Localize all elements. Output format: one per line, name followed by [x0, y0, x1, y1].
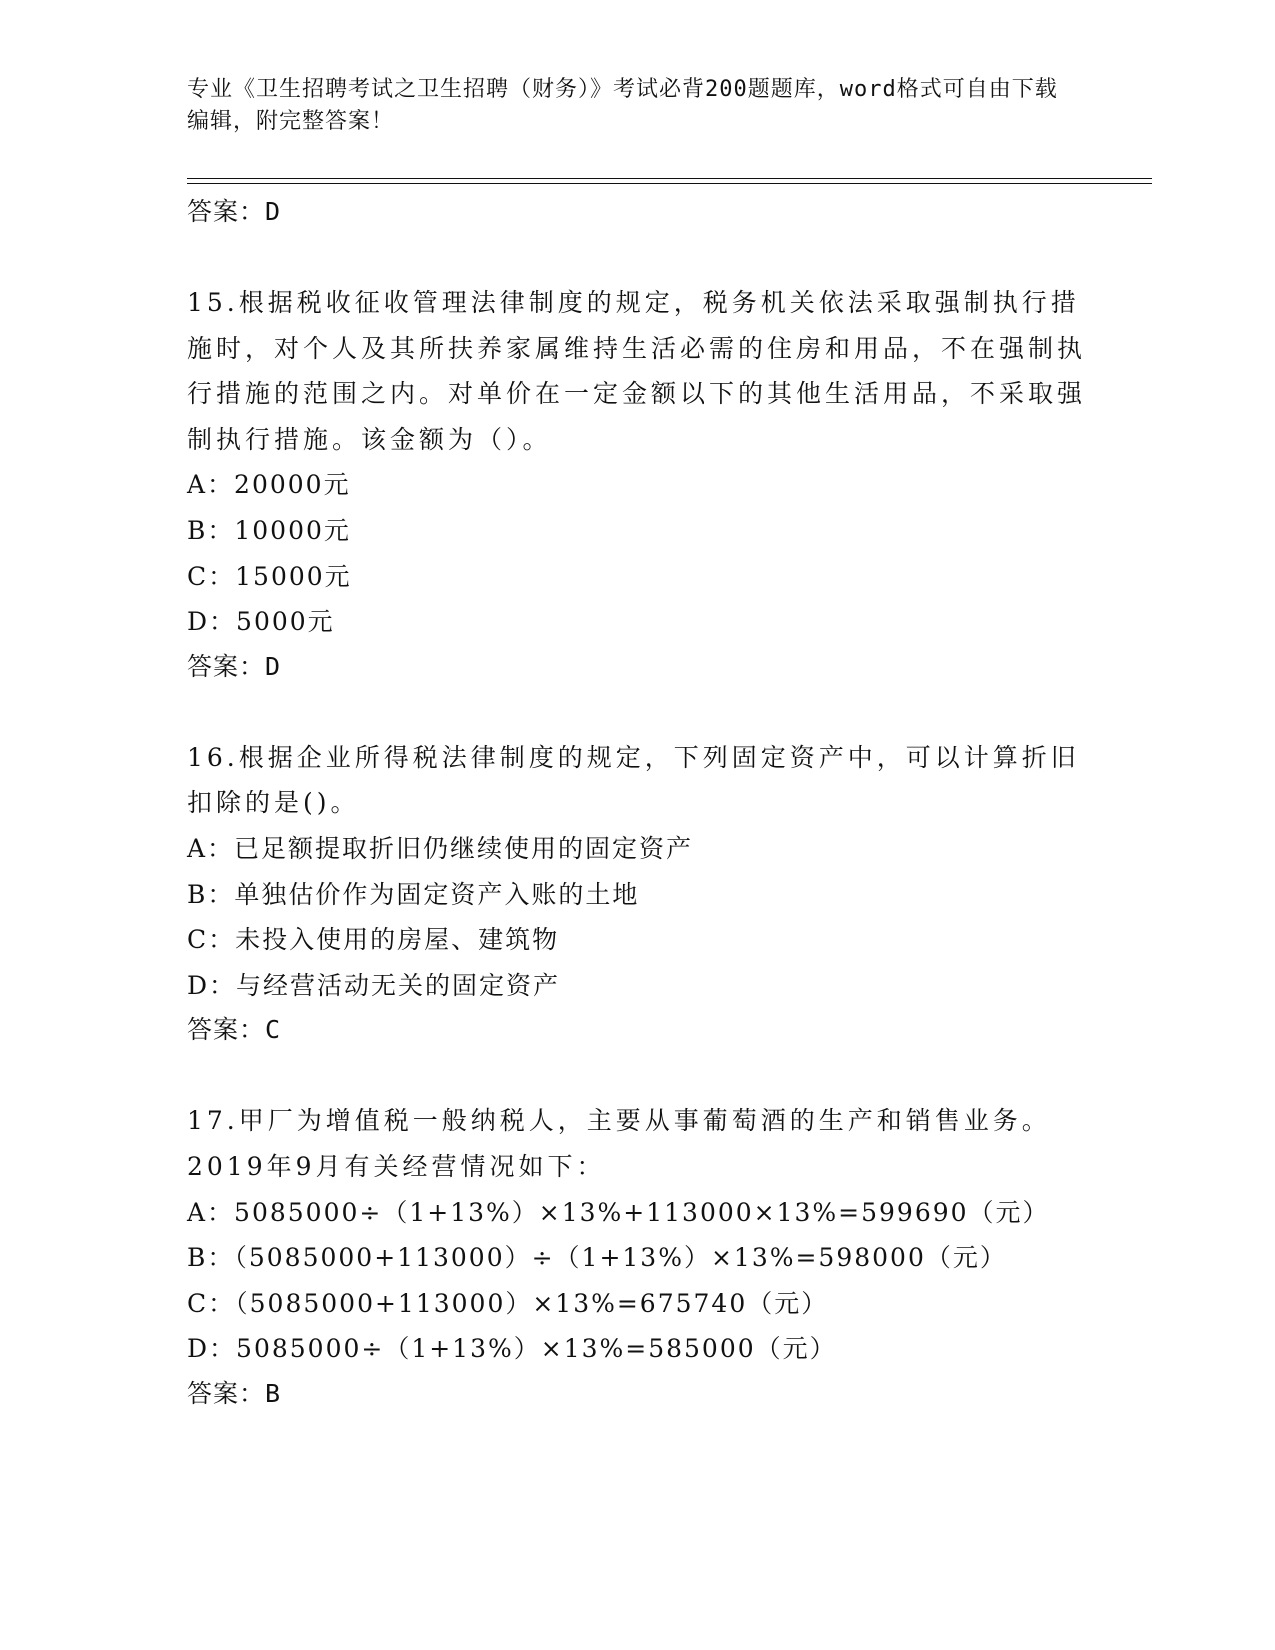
- question-stem: 15.根据税收征收管理法律制度的规定，税务机关依法采取强制执行措施时，对个人及其所扶养家属维持生活必需的住房和用品，不在强制执行措施的范围之内。对单价在一定金额以下的其他生活用品，不采取强制执行措施。该金额为（）。: [187, 288, 1087, 454]
- question-item: [187, 280, 1087, 689]
- answer-line: 答案：C: [187, 1015, 282, 1045]
- option-b: B：单独估价作为固定资产入账的土地: [187, 879, 640, 909]
- header-rule: [187, 183, 1152, 184]
- option-c: C：15000元: [187, 561, 352, 591]
- option-a: A：已足额提取折旧仍继续使用的固定资产: [187, 833, 694, 863]
- option-a: A：20000元: [187, 470, 351, 500]
- question-list: [187, 190, 1087, 1416]
- question-stem: 16.根据企业所得税法律制度的规定，下列固定资产中，可以计算折旧扣除的是()。: [187, 742, 1080, 818]
- option-a: A：5085000÷（1+13%）×13%+113000×13%=599690（元）: [187, 1197, 1050, 1227]
- option-c: C：（5085000+113000）×13%=675740（元）: [187, 1288, 829, 1318]
- answer-line: 答案：B: [187, 1378, 282, 1408]
- page-header: [187, 74, 1077, 138]
- question-item: [187, 735, 1087, 1053]
- answer-line: 答案：D: [187, 197, 282, 226]
- option-d: D：5000元: [187, 607, 335, 637]
- header-text: 专业《卫生招聘考试之卫生招聘（财务）》考试必背200题题库，word格式可自由下载编辑，附完整答案！: [187, 77, 1058, 134]
- header-rule: [187, 178, 1152, 179]
- answer-line: 答案：D: [187, 651, 282, 681]
- option-d: D：与经营活动无关的固定资产: [187, 970, 561, 1000]
- question-item: [187, 1098, 1087, 1416]
- option-b: B：10000元: [187, 515, 351, 545]
- option-d: D：5085000÷（1+13%）×13%=585000（元）: [187, 1334, 837, 1364]
- option-c: C：未投入使用的房屋、建筑物: [187, 925, 560, 955]
- question-stem: 17.甲厂为增值税一般纳税人，主要从事葡萄酒的生产和销售业务。2019年9月有关经营情况如下：: [187, 1106, 1051, 1181]
- option-b: B：（5085000+113000）÷（1+13%）×13%=598000（元）: [187, 1243, 1007, 1273]
